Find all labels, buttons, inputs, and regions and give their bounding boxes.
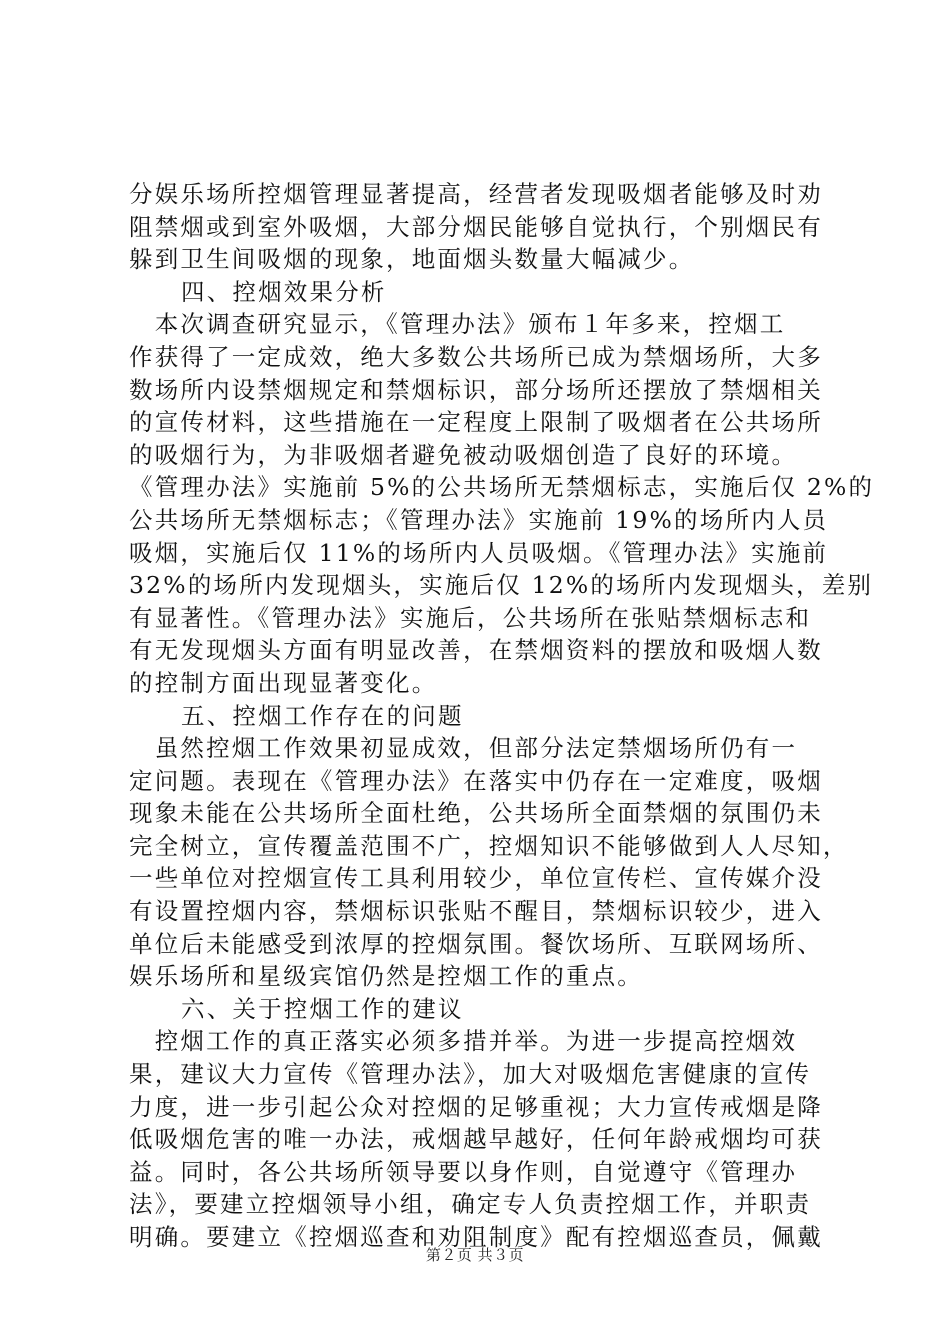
body-text-line: 完全树立，宣传覆盖范围不广，控烟知识不能够做到人人尽知， — [129, 831, 849, 860]
body-text-line: 躲到卫生间吸烟的现象，地面烟头数量大幅减少。 — [129, 245, 695, 274]
body-text-line: 《管理办法》实施前 5%的公共场所无禁烟标志，实施后仅 2%的 — [129, 473, 875, 502]
body-text-line: 的宣传材料，这些措施在一定程度上限制了吸烟者在公共场所 — [129, 408, 823, 437]
body-text-line: 娱乐场所和星级宾馆仍然是控烟工作的重点。 — [129, 962, 643, 991]
body-text-line: 公共场所无禁烟标志；《管理办法》实施前 19%的场所内人员 — [129, 505, 829, 534]
body-text-line: 的控制方面出现显著变化。 — [129, 668, 438, 697]
body-text-line: 控烟工作的真正落实必须多措并举。为进一步提高控烟效 — [129, 1027, 798, 1056]
body-text-line: 益。同时，各公共场所领导要以身作则，自觉遵守《管理办 — [129, 1157, 798, 1186]
body-text-line: 明确。要建立《控烟巡查和劝阻制度》配有控烟巡查员，佩戴 — [129, 1223, 823, 1251]
body-text-line: 吸烟，实施后仅 11%的场所内人员吸烟。《管理办法》实施前 — [129, 538, 829, 567]
document-body — [129, 178, 875, 1254]
body-text-line: 果，建议大力宣传《管理办法》，加大对吸烟危害健康的宣传 — [129, 1060, 812, 1089]
body-text-line: 数场所内设禁烟规定和禁烟标识，部分场所还摆放了禁烟相关 — [129, 375, 823, 404]
body-text-line: 有设置控烟内容，禁烟标识张贴不醒目，禁烟标识较少，进入 — [129, 897, 823, 926]
body-text-line: 一些单位对控烟宣传工具利用较少，单位宣传栏、宣传媒介没 — [129, 864, 823, 893]
body-text-line: 法》，要建立控烟领导小组，确定专人负责控烟工作，并职责 — [129, 1190, 812, 1219]
page-footer: 第２页 共３页 — [425, 1246, 525, 1264]
body-text-line: 本次调查研究显示，《管理办法》颁布１年多来，控烟工 — [129, 310, 786, 339]
body-text-line: 定问题。表现在《管理办法》在落实中仍存在一定难度，吸烟 — [129, 766, 823, 795]
body-text-line: 分娱乐场所控烟管理显著提高，经营者发现吸烟者能够及时劝 — [129, 180, 823, 208]
body-text-line: 有显著性。《管理办法》实施后，公共场所在张贴禁烟标志和 — [129, 603, 812, 632]
body-text-line: 阻禁烟或到室外吸烟，大部分烟民能够自觉执行，个别烟民有 — [129, 212, 823, 241]
section-heading: 四、控烟效果分析 — [181, 277, 387, 306]
body-text-line: 现象未能在公共场所全面杜绝，公共场所全面禁烟的氛围仍未 — [129, 799, 823, 828]
body-text-line: 虽然控烟工作效果初显成效，但部分法定禁烟场所仍有一 — [129, 734, 798, 763]
section-heading: 六、关于控烟工作的建议 — [181, 994, 464, 1023]
body-text-line: 力度，进一步引起公众对控烟的足够重视；大力宣传戒烟是降 — [129, 1092, 823, 1121]
body-text-line: 32%的场所内发现烟头，实施后仅 12%的场所内发现烟头，差别 — [129, 571, 874, 600]
body-text-line: 有无发现烟头方面有明显改善，在禁烟资料的摆放和吸烟人数 — [129, 636, 823, 665]
body-text-line: 的吸烟行为，为非吸烟者避免被动吸烟创造了良好的环境。 — [129, 440, 798, 469]
section-heading: 五、控烟工作存在的问题 — [181, 701, 464, 730]
body-text-line: 作获得了一定成效，绝大多数公共场所已成为禁烟场所，大多 — [129, 342, 823, 371]
body-text-line: 低吸烟危害的唯一办法，戒烟越早越好，任何年龄戒烟均可获 — [129, 1125, 823, 1154]
body-text-line: 单位后未能感受到浓厚的控烟氛围。餐饮场所、互联网场所、 — [129, 929, 823, 958]
